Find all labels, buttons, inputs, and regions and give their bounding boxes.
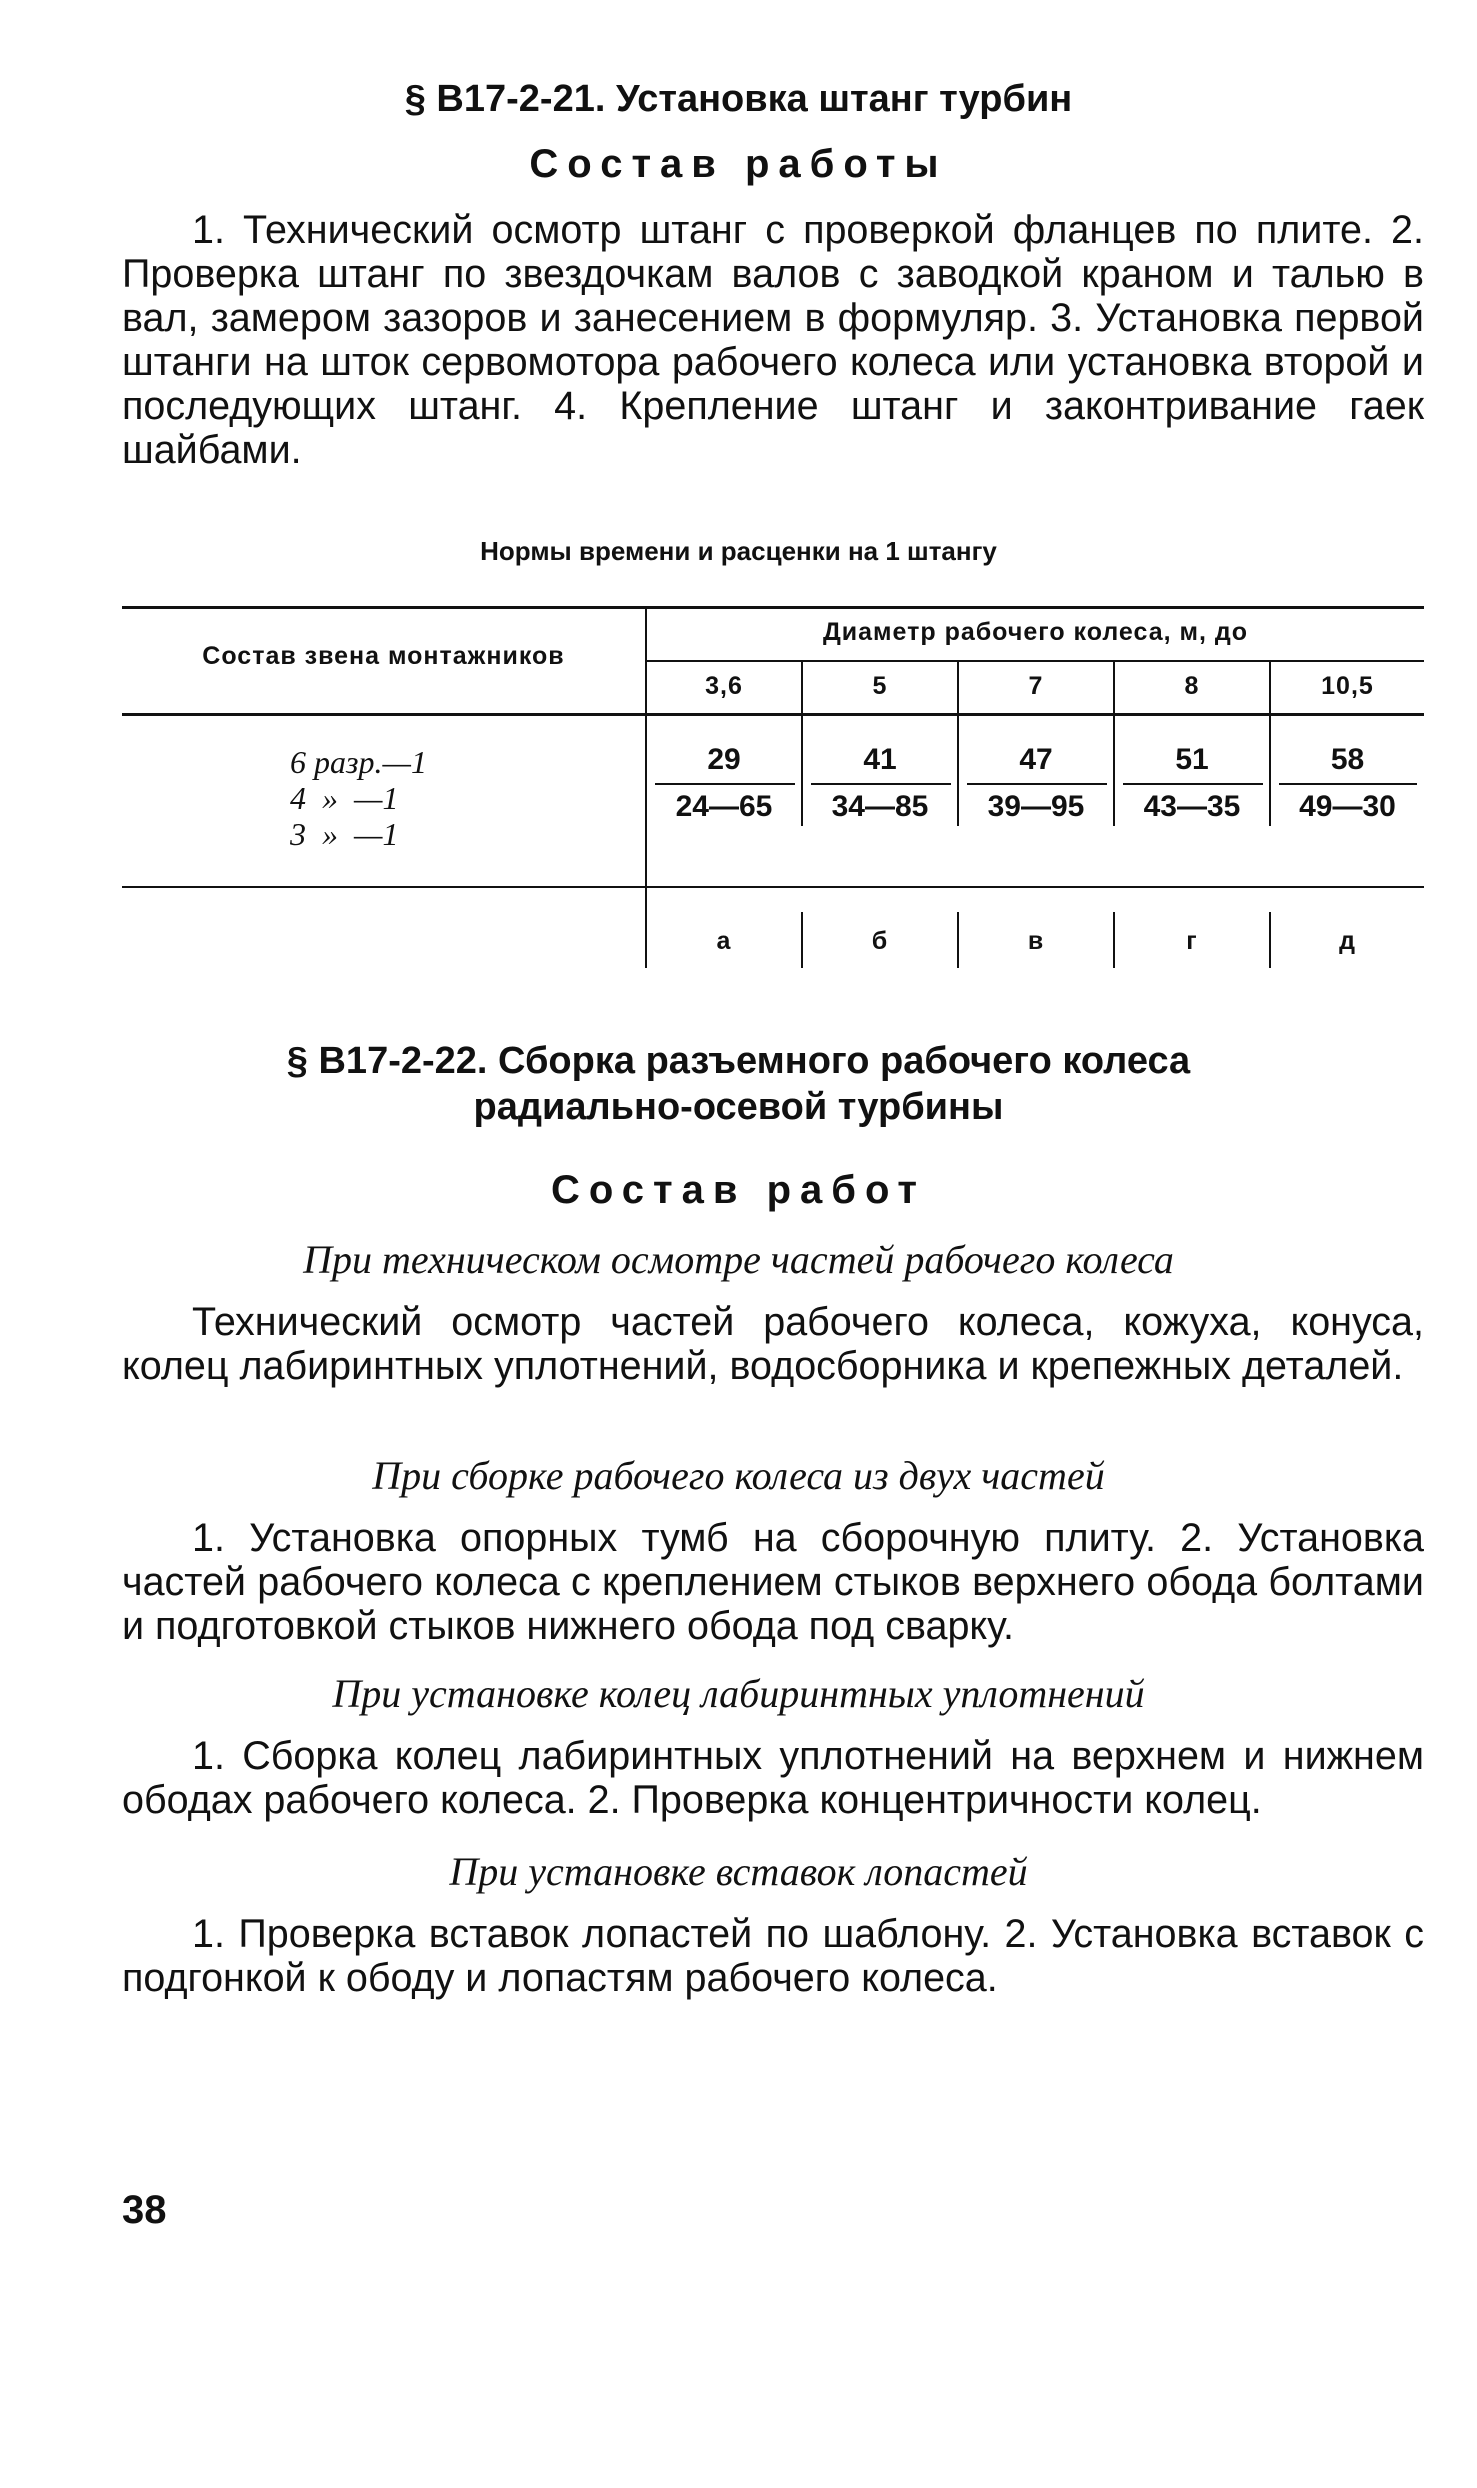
diameter-value: 8 xyxy=(1184,672,1200,700)
norm-value: 29 xyxy=(707,743,741,776)
table-top-rule xyxy=(122,606,1424,609)
table-column-divider xyxy=(645,606,647,968)
part-paragraph: 1. Проверка вставок лопастей по шаблону. 2. Установка вставок с подгонкой к ободу и лопастям рабочего колеса. xyxy=(122,1912,1424,2000)
diameter-value: 5 xyxy=(872,672,888,700)
table-header-divider xyxy=(645,660,1424,662)
price-value: 49—30 xyxy=(1299,790,1396,823)
table-caption: Нормы времени и расценки на 1 штангу xyxy=(480,536,997,566)
norm-value: 47 xyxy=(1019,743,1053,776)
part-heading: При техническом осмотре частей рабочего колеса xyxy=(303,1237,1174,1282)
diameter-value: 7 xyxy=(1028,672,1044,700)
section-paragraph: 1. Технический осмотр штанг с проверкой фланцев по плите. 2. Проверка штанг по звездочкам валов с заводкой краном и талью в вал, замером зазоров и занесением в формуляр. 3. Установка первой штанги на шток сервомотора рабочего колеса или установка второй и последующих штанг. 4. Крепление штанг и законтривание гаек шайбами. xyxy=(122,208,1424,472)
column-letter: д xyxy=(1339,927,1356,955)
fraction-bar xyxy=(1123,783,1263,785)
table-bottom-rule xyxy=(122,886,1424,888)
crew-line: 4 » —1 xyxy=(290,780,399,816)
fraction-bar xyxy=(811,783,951,785)
section-title-b17-2-22: § В17-2-22. Сборка разъемного рабочего колеса xyxy=(286,1040,1191,1082)
part-paragraph: 1. Сборка колец лабиринтных уплотнений на верхнем и нижнем ободах рабочего колеса. 2. Проверка концентричности колец. xyxy=(122,1734,1424,1822)
price-value: 39—95 xyxy=(987,790,1085,823)
crew-line: 6 разр.—1 xyxy=(290,744,427,780)
fraction-bar xyxy=(967,783,1107,785)
part-heading: При сборке рабочего колеса из двух частей xyxy=(372,1453,1105,1498)
table-header-rule xyxy=(122,713,1424,716)
part-paragraph: Технический осмотр частей рабочего колеса, кожуха, конуса, колец лабиринтных уплотнений, водосборника и крепежных деталей. xyxy=(122,1300,1424,1388)
norm-value: 41 xyxy=(863,743,897,776)
norm-value: 58 xyxy=(1330,743,1365,776)
column-letter: а xyxy=(716,927,732,955)
part-paragraph: 1. Установка опорных тумб на сборочную плиту. 2. Установка частей рабочего колеса с креплением стыков верхнего обода болтами и подготовкой стыков нижнего обода под сварку. xyxy=(122,1516,1424,1648)
part-heading: При установке колец лабиринтных уплотнений xyxy=(332,1671,1145,1716)
column-letter: г xyxy=(1186,927,1198,955)
norm-value: 51 xyxy=(1175,743,1209,776)
crew-column-header: Состав звена монтажников xyxy=(202,642,565,670)
section-title-b17-2-21: § В17-2-21. Установка штанг турбин xyxy=(404,78,1073,120)
diameter-header: Диаметр рабочего колеса, м, до xyxy=(822,618,1249,646)
column-letter: б xyxy=(871,927,889,955)
fraction-bar xyxy=(1279,783,1417,785)
section-subtitle: Состав работ xyxy=(551,1168,926,1212)
page-number: 38 xyxy=(122,2188,167,2232)
fraction-bar xyxy=(655,783,795,785)
diameter-value: 10,5 xyxy=(1321,672,1374,700)
section-subtitle: Состав работы xyxy=(529,142,948,186)
section-title-line2: радиально-осевой турбины xyxy=(473,1086,1004,1128)
price-value: 34—85 xyxy=(831,790,929,823)
crew-line: 3 » —1 xyxy=(290,816,399,852)
part-heading: При установке вставок лопастей xyxy=(449,1849,1028,1894)
diameter-value: 3,6 xyxy=(705,672,743,700)
price-value: 24—65 xyxy=(675,790,773,823)
column-letter: в xyxy=(1027,927,1045,955)
price-value: 43—35 xyxy=(1143,790,1241,823)
